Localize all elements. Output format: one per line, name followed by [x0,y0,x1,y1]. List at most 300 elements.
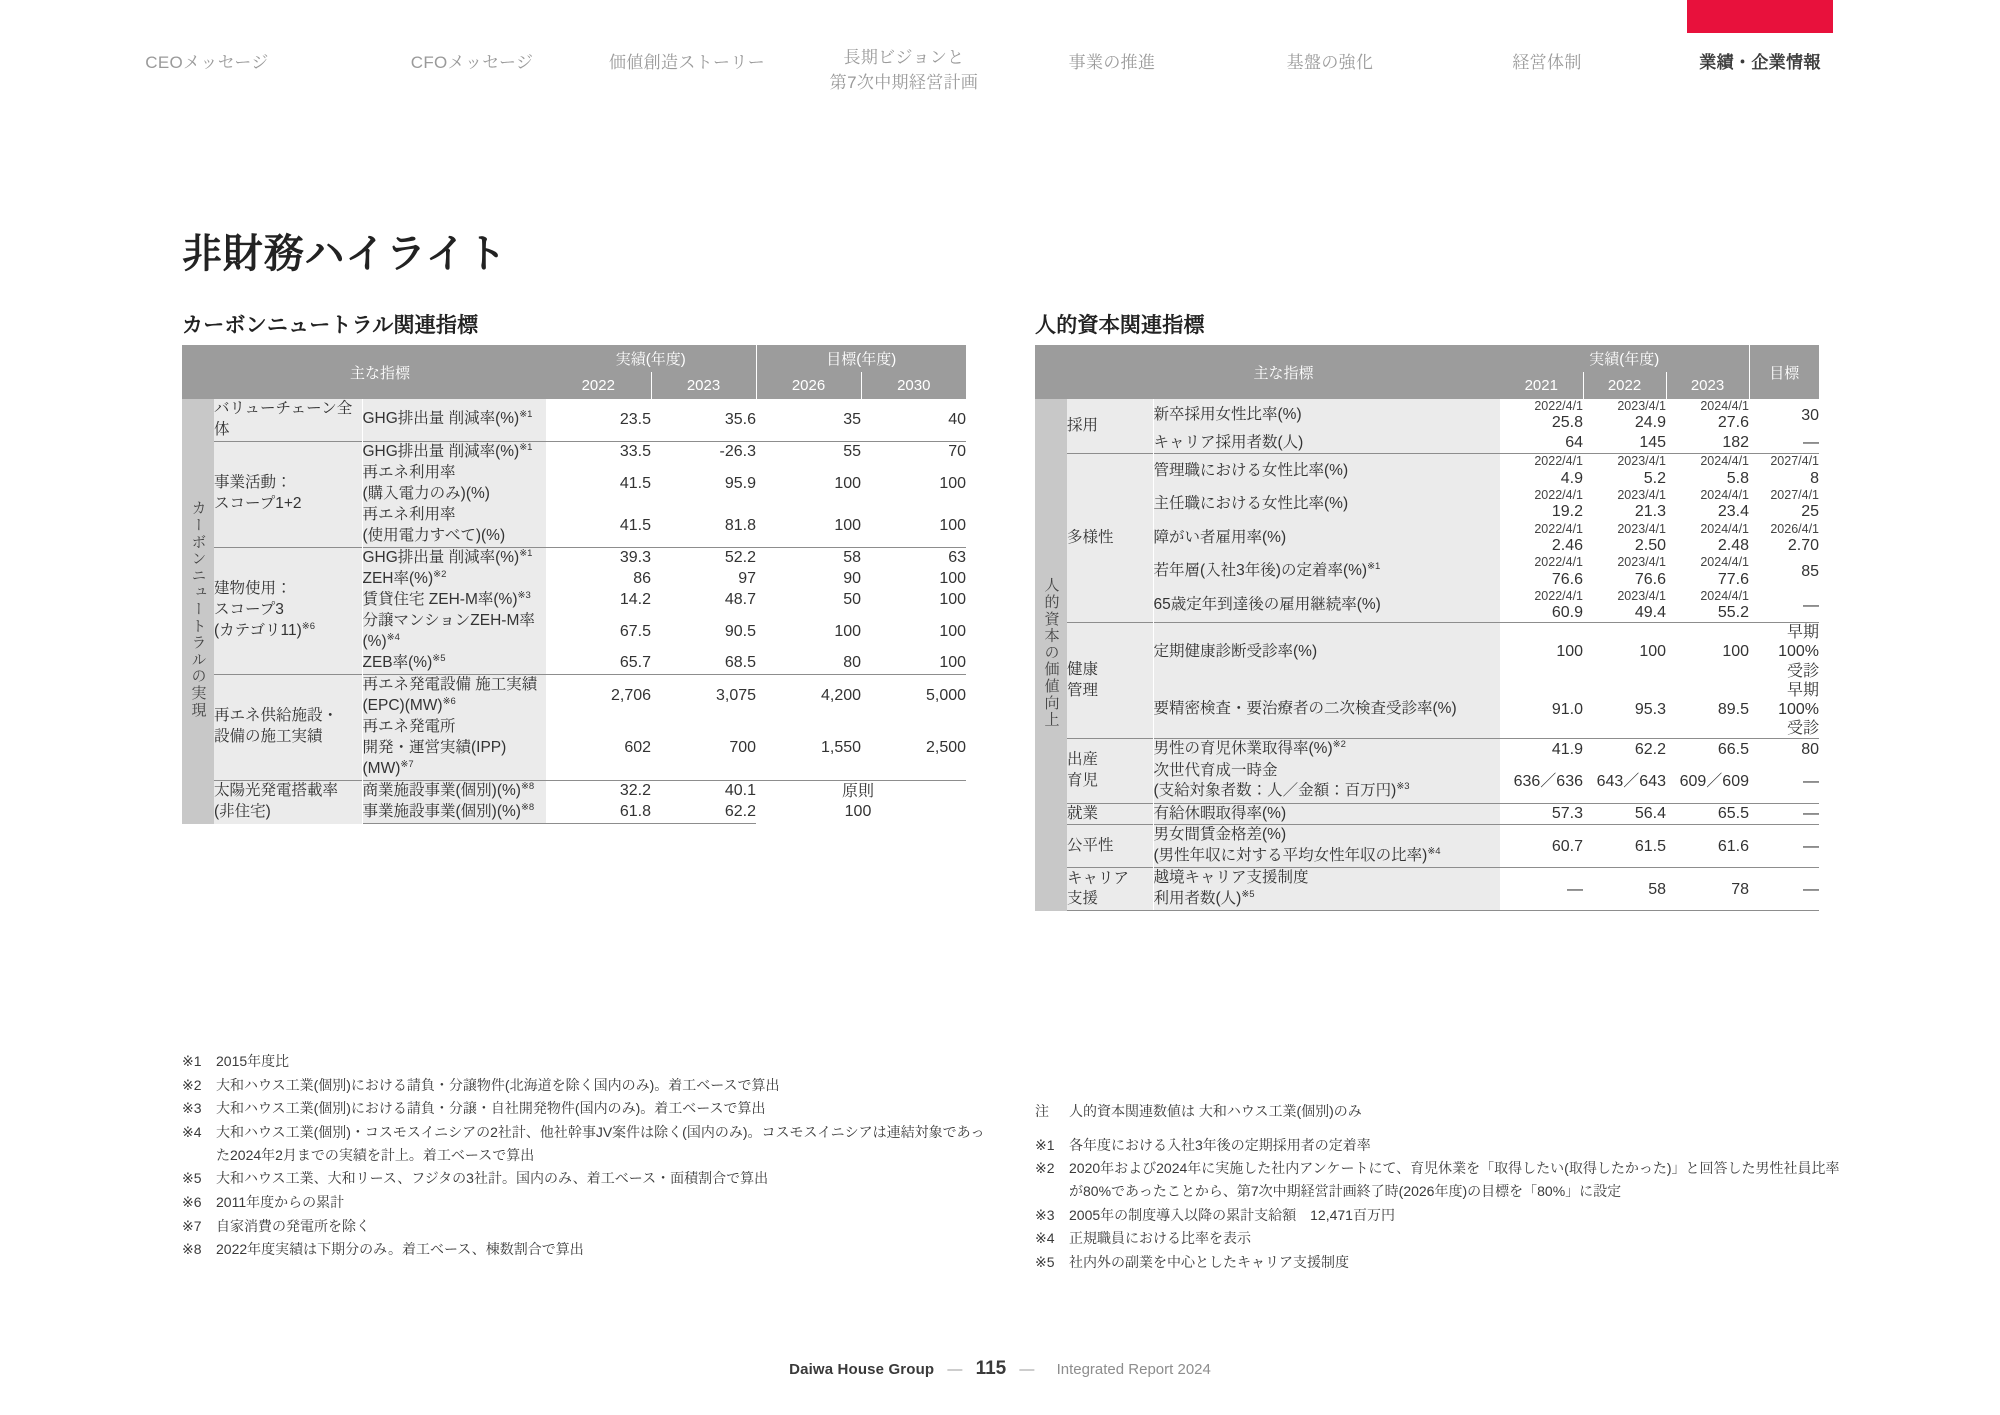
value-cell [1749,825,1819,868]
sub-category-label: 多様性 [1067,454,1153,623]
page-title: 非財務ハイライト [182,232,508,276]
value-number: 60.7 [1551,837,1584,855]
value-number: 66.5 [1717,741,1750,759]
value-cell: 40 [861,399,966,441]
value-number: — [1803,880,1820,898]
indicator-name: 事業施設事業(個別)(%)$^{※8}$ [362,802,546,824]
table-row [182,780,966,802]
value-cell: 81.8 [651,505,756,547]
value-cell: 4,200 [756,674,861,717]
nav-item-label: 事業の推進 [1068,53,1156,72]
value-number: 23.4 [1717,503,1750,521]
header-group-actual: 実績(年度) [546,345,756,372]
footnote [182,1074,992,1097]
value-cell: 700 [651,717,756,780]
value-cell [1583,803,1666,825]
indicator-name: 賃貸住宅 ZEH-M率(%)$^{※3}$ [362,590,546,611]
carbon-neutral-table-wrapper [182,345,966,824]
sub-category-label: 建物使用： スコープ3 (カテゴリ11)$^{※6}$ [214,547,362,674]
value-cell: 52.2 [651,547,756,569]
value-number: 24.9 [1634,414,1667,432]
footnote [1035,1204,1845,1227]
table-row [1035,433,1819,454]
value-cell [1583,623,1666,681]
value-number: 2.70 [1787,536,1820,554]
value-cell [1666,868,1749,911]
value-cell: 32.2 [546,780,651,802]
indicator-name: 障がい者雇用率(%) [1153,522,1500,556]
value-cell [1500,454,1583,488]
footer-page-number: 115 [975,1358,1007,1379]
right-section-title: 人的資本関連指標 [1035,314,1205,337]
table-row [1035,623,1819,681]
indicator-name: 管理職における女性比率(%) [1153,454,1500,488]
sub-category-label: 出産 育児 [1067,739,1153,803]
carbon-neutral-table [182,345,966,824]
footnote [1035,1134,1845,1157]
header-group-target: 目標(年度) [756,345,966,372]
vertical-category-label: カーボンニュートラルの実現 [182,399,214,824]
value-cell [1749,433,1819,454]
table-row [1035,825,1819,868]
value-cell [1583,433,1666,454]
value-cell [1500,623,1583,681]
indicator-name: 定期健康診断受診率(%) [1153,623,1500,681]
nav-item-label: 価値創造ストーリー [608,53,766,72]
value-cell [1583,825,1666,868]
value-cell: 68.5 [651,653,756,675]
value-cell: 35.6 [651,399,756,441]
value-number: 100 [1556,643,1584,661]
footnote-text: 社内外の副業を中心としたキャリア支援制度 [1069,1254,1349,1271]
value-cell: 100 [861,505,966,547]
value-cell [1583,399,1666,433]
left-footnotes [182,1050,992,1262]
value-cell [1666,399,1749,433]
value-cell [1749,454,1819,488]
value-cell: 23.5 [546,399,651,441]
value-number: 85 [1801,563,1820,581]
value-cell [1749,399,1819,433]
footnote-mark: ※3 [182,1100,202,1117]
value-cell: 602 [546,717,651,780]
value-number: — [1803,805,1820,823]
value-cell [1749,522,1819,556]
human-capital-table [1035,345,1819,911]
left-section-title: カーボンニュートラル関連指標 [182,314,479,337]
indicator-name: 再エネ利用率 (使用電力すべて)(%) [362,505,546,547]
human-capital-table-wrapper [1035,345,1819,911]
footnote-mark: ※5 [1035,1254,1055,1271]
value-cell [1666,739,1749,761]
footnote-mark: ※5 [182,1170,202,1187]
value-cell [1500,555,1583,589]
value-year: 2023/4/1 [1617,521,1667,536]
footnote-mark: ※2 [182,1076,202,1093]
value-number: 25.8 [1551,414,1584,432]
value-year: 2027/4/1 [1770,454,1820,469]
indicator-name: 若年層(入社3年後)の定着率(%)$^{※1}$ [1153,555,1500,589]
value-cell [1583,761,1666,804]
sub-category-label: 公平性 [1067,825,1153,868]
value-cell [1666,803,1749,825]
value-cell: 41.5 [546,505,651,547]
footnote-mark: ※3 [1035,1206,1055,1223]
nav-item-label: 経営体制 [1512,53,1582,72]
header-spacer [182,345,214,399]
value-cell [1583,739,1666,761]
value-cell [1583,589,1666,623]
indicator-name: GHG排出量 削減率(%)$^{※1}$ [362,399,546,441]
table-row [182,547,966,569]
value-cell: 100 [861,463,966,505]
value-cell [1500,825,1583,868]
indicator-name: 男女間賃金格差(%) (男性年収に対する平均女性年収の比率)$^{※4}$ [1153,825,1500,868]
sub-category-label: 事業活動： スコープ1+2 [214,441,362,547]
header-year-2023: 2023 [651,372,756,399]
value-number: 65.5 [1717,805,1750,823]
value-cell [1583,488,1666,522]
value-number: 25 [1801,503,1820,521]
carbon-neutral-table-head [182,345,966,399]
footnote-text: 各年度における入社3年後の定期採用者の定着率 [1069,1136,1371,1153]
value-cell: 2,500 [861,717,966,780]
value-year: 2024/4/1 [1700,521,1750,536]
indicator-name: 分譲マンションZEH-M率(%)$^{※4}$ [362,611,546,653]
value-cell: 65.7 [546,653,651,675]
value-year: 2024/4/1 [1700,454,1750,469]
value-cell [1500,433,1583,454]
value-number: 64 [1565,434,1584,452]
table-header-row-1 [1035,345,1819,372]
value-cell [1749,555,1819,589]
value-year: 2024/4/1 [1700,588,1750,603]
value-cell: 86 [546,569,651,590]
value-cell: 95.9 [651,463,756,505]
value-cell: 3,075 [651,674,756,717]
value-cell [1500,761,1583,804]
footnote [182,1191,992,1214]
table-row [182,674,966,717]
footnote [182,1238,992,1261]
value-number: 41.9 [1551,741,1584,759]
value-number: — [1803,596,1820,614]
value-number: 61.5 [1634,837,1667,855]
value-number: — [1803,837,1820,855]
header-main-indicator: 主な指標 [1067,345,1500,399]
footer-report-name: Integrated Report 2024 [1056,1361,1211,1378]
nav-item-label: 業績・企業情報 [1699,53,1821,72]
value-number: 2.48 [1717,536,1750,554]
value-cell [1666,555,1749,589]
right-footnotes [1035,1100,1845,1275]
value-number: 21.3 [1634,503,1667,521]
footnote [1035,1100,1845,1123]
value-number: 100 [1722,643,1750,661]
value-year: 2022/4/1 [1534,454,1584,469]
value-number: 5.8 [1726,469,1750,487]
value-cell [1666,454,1749,488]
value-year: 2023/4/1 [1617,588,1667,603]
value-year: 2022/4/1 [1534,399,1584,413]
header-spacer [1035,345,1067,399]
value-year: 2024/4/1 [1700,488,1750,503]
footnote-mark: ※1 [182,1053,202,1069]
sub-category-label: バリューチェーン全体 [214,399,362,441]
nav-item-8[interactable] [1699,50,1820,75]
nav-item-label: 基盤の強化 [1286,53,1374,72]
value-cell: 80 [756,653,861,675]
footnote-text: 大和ハウス工業、大和リース、フジタの3社計。国内のみ、着工ベース・面積割合で算出 [216,1170,769,1187]
value-cell [1500,803,1583,825]
indicator-name: 65歳定年到達後の雇用継続率(%) [1153,589,1500,623]
value-cell: 97 [651,569,756,590]
footer-brand: Daiwa House Group [789,1361,935,1378]
value-cell: 5,000 [861,674,966,717]
indicator-name: 再エネ利用率 (購入電力のみ)(%) [362,463,546,505]
value-cell: 50 [756,590,861,611]
value-cell [1500,399,1583,433]
value-cell [1666,433,1749,454]
value-cell: 70 [861,441,966,463]
value-number: — [1803,434,1820,452]
footnote-mark: ※4 [1035,1230,1055,1247]
value-cell [1500,488,1583,522]
footnote-text: 大和ハウス工業(個別)における請負・分譲物件(北海道を除く国内のみ)。着工ベースで算出 [216,1076,780,1093]
nav-item-4[interactable] [830,45,979,95]
value-cell: 48.7 [651,590,756,611]
footnote-text: 大和ハウス工業(個別)における請負・分譲・自社開発物件(国内のみ)。着工ベースで算出 [216,1100,766,1117]
value-number: 早期100% 受診 [1778,624,1820,680]
table-row [1035,555,1819,589]
value-cell: 35 [756,399,861,441]
table-row [1035,868,1819,911]
value-year: 2023/4/1 [1617,454,1667,469]
footnote [182,1050,992,1073]
footer-dash-left: — [947,1361,963,1378]
value-cell [1500,739,1583,761]
value-number: 62.2 [1634,741,1667,759]
indicator-name: 商業施設事業(個別)(%)$^{※8}$ [362,780,546,802]
vertical-category-label: 人的資本の価値向上 [1035,399,1067,911]
value-cell [1749,488,1819,522]
value-cell: 100 [861,590,966,611]
value-cell [1749,868,1819,911]
header-main-indicator: 主な指標 [214,345,546,399]
footnote-mark: ※7 [182,1217,202,1234]
value-cell: 41.5 [546,463,651,505]
value-cell [1500,681,1583,739]
value-cell: 55 [756,441,861,463]
footnote-mark: ※6 [182,1194,202,1211]
value-number: 77.6 [1717,570,1750,588]
value-cell: 58 [756,547,861,569]
nav-item-5[interactable] [1069,50,1156,75]
indicator-name: GHG排出量 削減率(%)$^{※1}$ [362,441,546,463]
footnote [182,1167,992,1190]
value-cell [1583,522,1666,556]
value-number: 27.6 [1717,414,1750,432]
value-year: 2024/4/1 [1700,399,1750,413]
value-number: 56.4 [1634,805,1667,823]
table-row [182,441,966,463]
footnote [1035,1251,1845,1274]
footnote-text: 大和ハウス工業(個別)・コスモスイニシアの2社計、他社幹事JV案件は除く(国内のみ)。コスモスイニシアは連結対象であった2024年2月までの実績を計上。着工ベースで算出 [216,1124,985,1163]
value-number: 早期100% 受診 [1778,681,1820,738]
table-row [1035,803,1819,825]
value-cell [1749,761,1819,804]
header-group-actual: 実績(年度) [1500,345,1749,372]
nav-item-list [0,0,2000,100]
nav-item-1[interactable] [145,50,269,75]
footnote-text: 自家消費の発電所を除く [216,1217,370,1234]
value-cell [1583,681,1666,739]
footnote-text: 2011年度からの累計 [216,1194,345,1211]
header-year-2022: 2022 [546,372,651,399]
top-navigation [0,0,2000,100]
value-cell: 100 [756,505,861,547]
value-number: 49.4 [1634,604,1667,622]
value-cell [1500,589,1583,623]
value-cell [1749,803,1819,825]
value-number: 80 [1801,741,1820,759]
value-cell [1666,488,1749,522]
footnote-mark: 注 [1035,1103,1049,1119]
nav-item-label: 長期ビジョンと 第7次中期経営計画 [829,48,979,92]
value-cell: 100 [756,611,861,653]
value-number: 19.2 [1551,503,1584,521]
value-cell [1749,623,1819,681]
nav-item-7[interactable] [1512,50,1581,75]
indicator-name: 男性の育児休業取得率(%)$^{※2}$ [1153,739,1500,761]
footnote-text: 2020年および2024年に実施した社内アンケートにて、育児休業を「取得したい(取得したかった)」と回答した男性社員比率が80%であったことから、第7次中期経営計画終了時(2026年度)の目標を「80%」に設定 [1069,1160,1840,1200]
value-year: 2022/4/1 [1534,488,1584,503]
value-number: 145 [1639,434,1667,452]
value-number: 643／643 [1596,772,1667,790]
value-number: 100 [1639,643,1667,661]
table-row [1035,522,1819,556]
value-cell [1500,868,1583,911]
value-cell: 40.1 [651,780,756,802]
indicator-name: 要精密検査・要治療者の二次検査受診率(%) [1153,681,1500,739]
value-number: — [1803,772,1820,790]
table-row [1035,761,1819,804]
nav-item-2[interactable] [411,50,534,75]
value-cell: 90 [756,569,861,590]
value-cell: 14.2 [546,590,651,611]
value-cell: 100 [861,653,966,675]
indicator-name: 再エネ発電設備 施工実績 (EPC)(MW)$^{※6}$ [362,674,546,717]
value-cell: 67.5 [546,611,651,653]
indicator-name: キャリア採用者数(人) [1153,433,1500,454]
value-number: 2.46 [1551,536,1584,554]
value-number: 58 [1648,880,1667,898]
value-number: 76.6 [1551,570,1584,588]
indicator-name: 主任職における女性比率(%) [1153,488,1500,522]
value-cell: -26.3 [651,441,756,463]
value-number: 636／636 [1513,772,1584,790]
value-number: 5.2 [1643,469,1667,487]
value-year: 2023/4/1 [1617,399,1667,413]
footnote-mark: ※2 [1035,1160,1055,1177]
table-header-row-1 [182,345,966,372]
page-footer [0,1358,2000,1380]
value-year: 2023/4/1 [1617,488,1667,503]
header-year-2026: 2026 [756,372,861,399]
indicator-name: ZEB率(%)$^{※5}$ [362,653,546,675]
value-cell: 90.5 [651,611,756,653]
indicator-name: GHG排出量 削減率(%)$^{※1}$ [362,547,546,569]
indicator-name: 越境キャリア支援制度 利用者数(人)$^{※5}$ [1153,868,1500,911]
footnote-text: 人的資本関連数値は 大和ハウス工業(個別)のみ [1069,1103,1362,1119]
nav-item-3[interactable] [609,50,765,75]
value-cell: 100 [756,463,861,505]
footnote [182,1215,992,1238]
footnote [182,1097,992,1120]
nav-item-6[interactable] [1287,50,1374,75]
value-cell: 2,706 [546,674,651,717]
value-number: 78 [1731,880,1750,898]
header-year-2021: 2021 [1500,372,1583,399]
footnote-text: 2015年度比 [216,1053,290,1069]
value-cell [1666,623,1749,681]
table-row [1035,454,1819,488]
table-row [182,399,966,441]
value-cell [1583,555,1666,589]
indicator-name: 新卒採用女性比率(%) [1153,399,1500,433]
footnote-mark: ※1 [1035,1136,1055,1153]
indicator-name: ZEH率(%)$^{※2}$ [362,569,546,590]
value-cell: 100 [861,611,966,653]
sub-category-label: 太陽光発電搭載率 (非住宅) [214,780,362,823]
footnote-text: 正規職員における比率を表示 [1069,1230,1251,1247]
footnote [1035,1157,1845,1202]
value-year: 2026/4/1 [1770,521,1820,536]
table-row [1035,488,1819,522]
footnote-text: 2022年度実績は下期分のみ。着工ベース、棟数割合で算出 [216,1241,584,1258]
value-cell [1749,589,1819,623]
header-year-2023: 2023 [1666,372,1749,399]
footnote-mark: ※8 [182,1241,202,1258]
value-cell [1666,522,1749,556]
value-year: 2022/4/1 [1534,588,1584,603]
indicator-name: 次世代育成一時金 (支給対象者数：人／金額：百万円)$^{※3}$ [1153,761,1500,804]
value-number: 91.0 [1551,701,1584,719]
value-cell: 62.2 [651,802,756,824]
value-number: 30 [1801,407,1820,425]
value-cell [1583,454,1666,488]
footnote [1035,1227,1845,1250]
sub-category-label: 健康 管理 [1067,623,1153,739]
value-year: 2022/4/1 [1534,555,1584,570]
value-number: — [1567,880,1584,898]
value-number: 4.9 [1560,469,1584,487]
value-number: 60.9 [1551,604,1584,622]
nav-item-label: CFOメッセージ [410,53,534,72]
value-cell [1583,868,1666,911]
value-year: 2022/4/1 [1534,521,1584,536]
value-cell: 1,550 [756,717,861,780]
value-number: 609／609 [1679,772,1750,790]
footnote-text: 2005年の制度導入以降の累計支給額 12,471百万円 [1069,1206,1395,1223]
header-year-2030: 2030 [861,372,966,399]
table-row [1035,399,1819,433]
table-row [1035,739,1819,761]
table-row [1035,681,1819,739]
value-cell [1666,761,1749,804]
sub-category-label: 就業 [1067,803,1153,825]
value-year: 2027/4/1 [1770,488,1820,503]
